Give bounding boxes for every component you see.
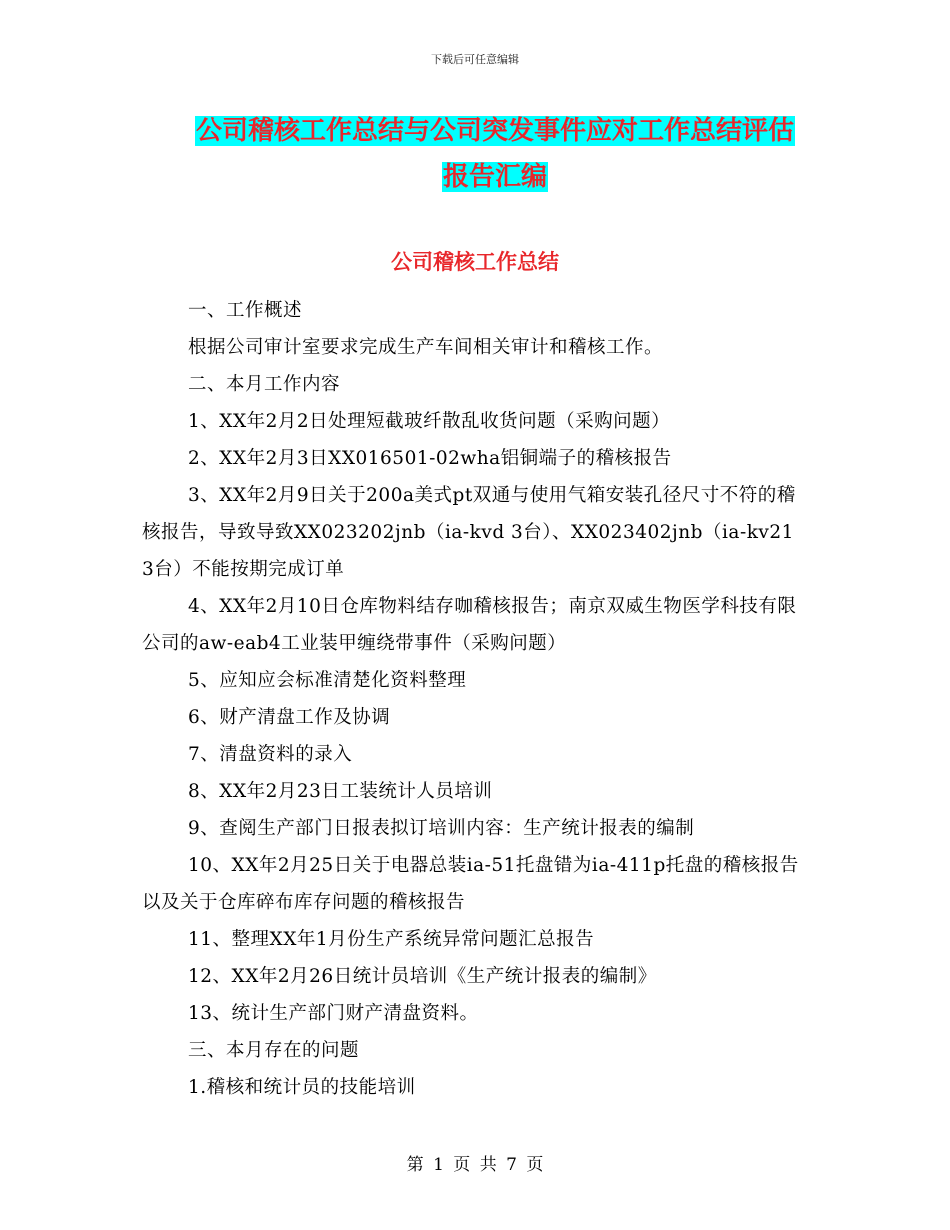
list-item: 1、XX年2月2日处理短截玻纤散乱收货问题（采购问题） <box>188 411 671 432</box>
list-item: 1.稽核和统计员的技能培训 <box>188 1077 416 1098</box>
list-item: 2、XX年2月3日XX016501-02wha铝铜端子的稽核报告 <box>188 448 672 469</box>
list-item: 9、查阅生产部门日报表拟订培训内容：生产统计报表的编制 <box>188 818 695 839</box>
list-item: 7、清盘资料的录入 <box>188 744 353 765</box>
list-item: 13、统计生产部门财产清盘资料。 <box>188 1003 479 1024</box>
list-item: 6、财产清盘工作及协调 <box>188 707 391 728</box>
page-header-note: 下载后可任意编辑 <box>431 53 519 66</box>
list-item: 11、整理XX年1月份生产系统异常问题汇总报告 <box>188 929 595 950</box>
list-item: 5、应知应会标准清楚化资料整理 <box>188 670 467 691</box>
document-title-line-2: 报告汇编 <box>442 162 547 192</box>
section-title: 公司稽核工作总结 <box>391 250 559 274</box>
list-item: 10、XX年2月25日关于电器总装ia-51托盘错为ia-411p托盘的稽核报告以及关于仓库碎布库存问题的稽核报告 <box>142 855 799 913</box>
list-item: 3、XX年2月9日关于200a美式pt双通与使用气箱安装孔径尺寸不符的稽核报告，导致导致XX023202jnb（ia-kvd 3台）、XX023402jnb（ia-kv21 3台）不能按期完成订单 <box>142 485 796 580</box>
paragraph: 根据公司审计室要求完成生产车间相关审计和稽核工作。 <box>188 337 664 358</box>
section-heading: 二、本月工作内容 <box>188 374 341 395</box>
list-item: 12、XX年2月26日统计员培训《生产统计报表的编制》 <box>188 966 657 987</box>
page-number-footer: 第 1 页 共 7 页 <box>406 1155 544 1175</box>
list-item: 4、XX年2月10日仓库物料结存咖稽核报告；南京双威生物医学科技有限公司的aw-eab4工业装甲缠绕带事件（采购问题） <box>142 596 797 654</box>
document-title-line-1: 公司稽核工作总结与公司突发事件应对工作总结评估 <box>195 116 794 146</box>
document-body <box>142 292 808 1106</box>
section-heading: 三、本月存在的问题 <box>188 1040 360 1061</box>
document-title <box>150 108 840 200</box>
section-heading: 一、工作概述 <box>188 300 303 321</box>
list-item: 8、XX年2月23日工装统计人员培训 <box>188 781 493 802</box>
